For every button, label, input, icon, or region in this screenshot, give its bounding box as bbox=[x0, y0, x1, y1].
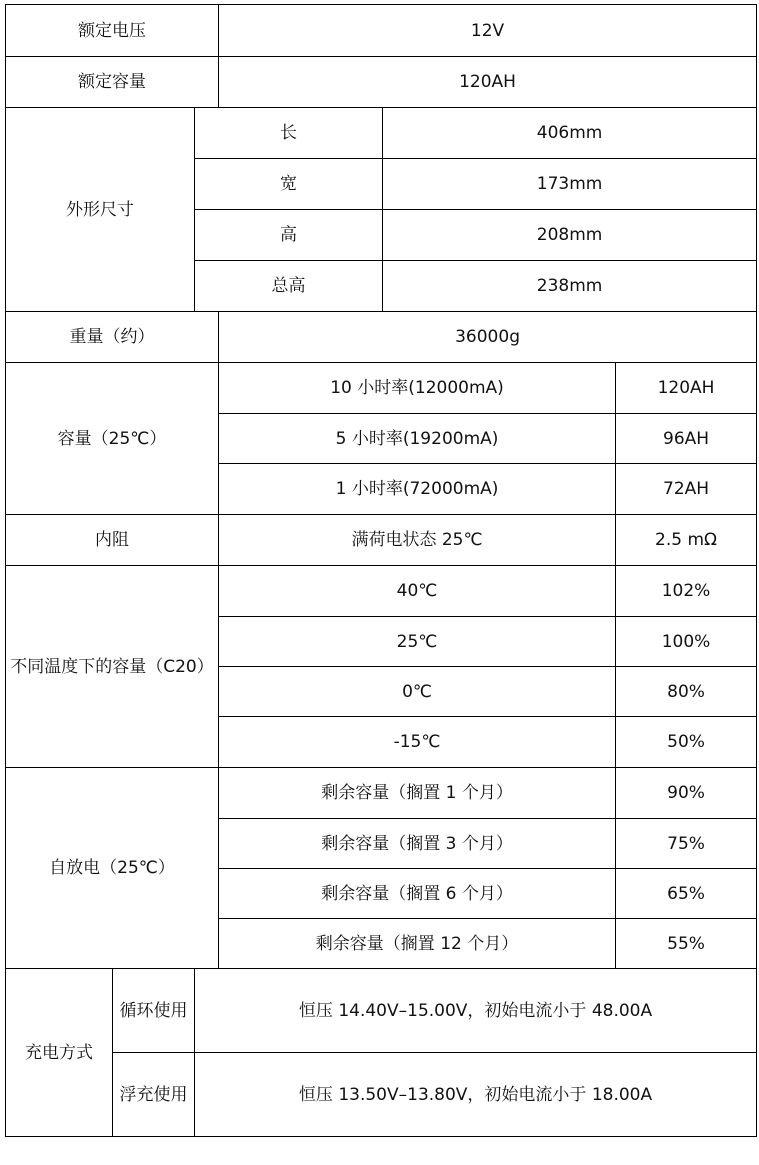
table-row-length bbox=[6, 108, 757, 159]
self-discharge-label: 自放电（25℃） bbox=[6, 768, 219, 969]
charging-float-label: 浮充使用 bbox=[113, 1053, 195, 1137]
self-discharge-3-condition: 剩余容量（搁置 3 个月） bbox=[219, 819, 616, 869]
temperature-capacity-label: 不同温度下的容量（C20） bbox=[6, 566, 219, 768]
table-row-temp-40 bbox=[6, 566, 757, 617]
charging-cycle-label: 循环使用 bbox=[113, 969, 195, 1053]
capacity-1h-value: 72AH bbox=[616, 464, 757, 515]
length-label: 长 bbox=[195, 108, 383, 159]
width-label: 宽 bbox=[195, 159, 383, 210]
temp-0-value: 80% bbox=[616, 667, 757, 717]
capacity-10h-value: 120AH bbox=[616, 363, 757, 414]
table-row-rated-voltage bbox=[6, 5, 757, 57]
capacity-5h-value: 96AH bbox=[616, 414, 757, 464]
self-discharge-12-condition: 剩余容量（搁置 12 个月） bbox=[219, 919, 616, 969]
capacity-10h-condition: 10 小时率(12000mA) bbox=[219, 363, 616, 414]
temp-minus-15-condition: -15℃ bbox=[219, 717, 616, 768]
charging-label: 充电方式 bbox=[6, 969, 113, 1137]
internal-resistance-condition: 满荷电状态 25℃ bbox=[219, 515, 616, 566]
weight-label: 重量（约） bbox=[6, 312, 219, 363]
table-row-rated-capacity bbox=[6, 57, 757, 108]
self-discharge-12-value: 55% bbox=[616, 919, 757, 969]
charging-float-value: 恒压 13.50V–13.80V，初始电流小于 18.00A bbox=[195, 1053, 757, 1137]
rated-capacity-label: 额定容量 bbox=[6, 57, 219, 108]
temp-40-value: 102% bbox=[616, 566, 757, 617]
capacity-5h-condition: 5 小时率(19200mA) bbox=[219, 414, 616, 464]
temp-25-condition: 25℃ bbox=[219, 617, 616, 667]
table-row-capacity-10h bbox=[6, 363, 757, 414]
total-height-label: 总高 bbox=[195, 261, 383, 312]
height-label: 高 bbox=[195, 210, 383, 261]
temp-0-condition: 0℃ bbox=[219, 667, 616, 717]
rated-voltage-value: 12V bbox=[219, 5, 757, 57]
internal-resistance-label: 内阻 bbox=[6, 515, 219, 566]
self-discharge-1-value: 90% bbox=[616, 768, 757, 819]
internal-resistance-value: 2.5 mΩ bbox=[616, 515, 757, 566]
table-row-self-discharge-1 bbox=[6, 768, 757, 819]
weight-value: 36000g bbox=[219, 312, 757, 363]
table-row-charging-float bbox=[6, 1053, 757, 1137]
height-value: 208mm bbox=[383, 210, 757, 261]
length-value: 406mm bbox=[383, 108, 757, 159]
self-discharge-6-condition: 剩余容量（搁置 6 个月） bbox=[219, 869, 616, 919]
capacity-1h-condition: 1 小时率(72000mA) bbox=[219, 464, 616, 515]
self-discharge-6-value: 65% bbox=[616, 869, 757, 919]
self-discharge-1-condition: 剩余容量（搁置 1 个月） bbox=[219, 768, 616, 819]
width-value: 173mm bbox=[383, 159, 757, 210]
table-row-charging-cycle bbox=[6, 969, 757, 1053]
capacity-label: 容量（25℃） bbox=[6, 363, 219, 515]
total-height-value: 238mm bbox=[383, 261, 757, 312]
temp-40-condition: 40℃ bbox=[219, 566, 616, 617]
dimensions-label: 外形尺寸 bbox=[6, 108, 195, 312]
table-row-weight bbox=[6, 312, 757, 363]
self-discharge-3-value: 75% bbox=[616, 819, 757, 869]
charging-cycle-value: 恒压 14.40V–15.00V，初始电流小于 48.00A bbox=[195, 969, 757, 1053]
rated-voltage-label: 额定电压 bbox=[6, 5, 219, 57]
battery-spec-table bbox=[5, 4, 757, 1137]
rated-capacity-value: 120AH bbox=[219, 57, 757, 108]
table-row-internal-resistance bbox=[6, 515, 757, 566]
temp-minus-15-value: 50% bbox=[616, 717, 757, 768]
temp-25-value: 100% bbox=[616, 617, 757, 667]
